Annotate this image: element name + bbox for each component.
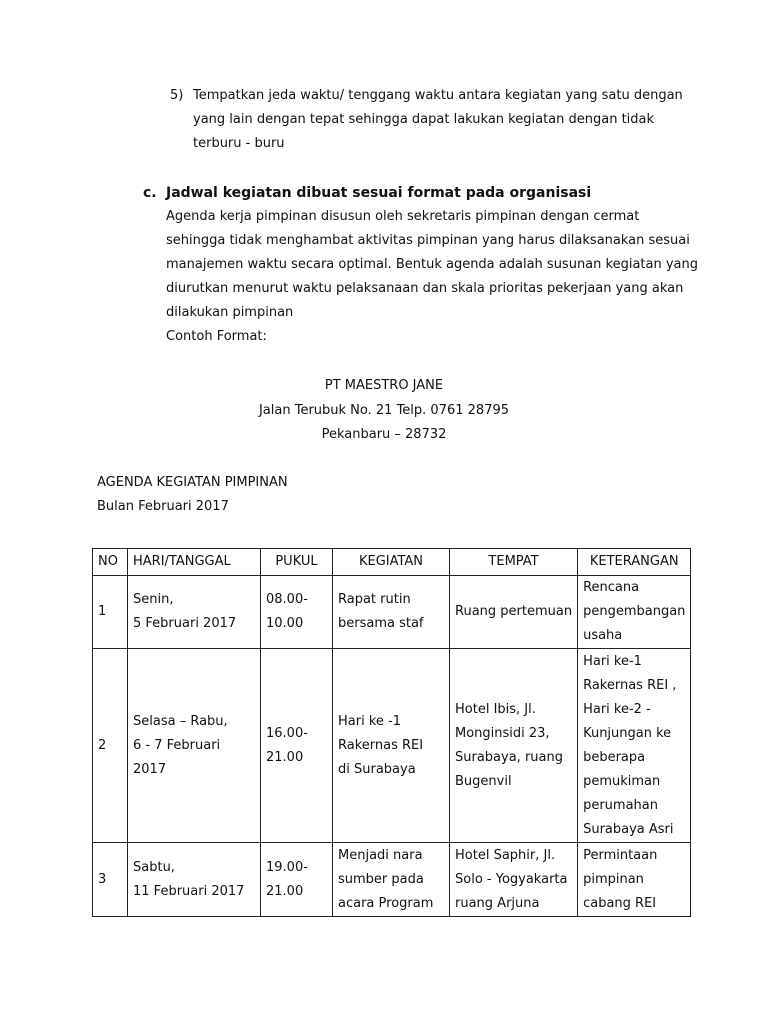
cell-text: 21.00	[266, 883, 304, 899]
text-line: Tempatkan jeda waktu/ tenggang waktu antara kegiatan yang satu dengan	[193, 88, 683, 103]
text-line: yang lain dengan tepat sehingga dapat lakukan kegiatan dengan tidak	[193, 112, 655, 127]
table-row	[93, 649, 691, 843]
cell-text: Sabtu,	[133, 859, 175, 875]
cell-text: Kunjungan ke	[583, 725, 672, 741]
header-hari-tanggal: HARI/TANGGAL	[128, 549, 261, 576]
cell-text: 21.00	[266, 749, 304, 765]
cell-tempat	[450, 649, 578, 843]
cell-hari	[128, 843, 261, 917]
list-item-5-text	[193, 84, 713, 156]
header-no: NO	[93, 549, 128, 576]
cell-text: Rakernas REI ,	[583, 677, 677, 693]
cell-text: perumahan	[583, 797, 658, 813]
table-row	[93, 843, 691, 917]
cell-text: 2017	[133, 761, 167, 777]
cell-keterangan	[578, 649, 691, 843]
cell-keterangan	[578, 576, 691, 649]
cell-kegiatan	[333, 843, 450, 917]
cell-pukul	[261, 843, 333, 917]
cell-text: Hotel Ibis, Jl.	[455, 701, 536, 717]
section-title: Jadwal kegiatan dibuat sesuai format pada organisasi	[166, 185, 592, 201]
cell-text: pemukiman	[583, 773, 661, 789]
cell-no: 2	[93, 649, 128, 843]
cell-text: Ruang pertemuan	[455, 604, 573, 619]
table-header-row	[93, 549, 691, 576]
text-line: terburu - buru	[193, 136, 285, 151]
cell-text: Hari ke-2 -	[583, 701, 651, 717]
company-city: Pekanbaru – 28732	[321, 427, 447, 442]
cell-hari	[128, 649, 261, 843]
text-line: sehingga tidak menghambat aktivitas pimpinan yang harus dilaksanakan sesuai	[166, 233, 690, 248]
agenda-month: Bulan Februari 2017	[97, 499, 229, 514]
cell-text: di Surabaya	[338, 761, 416, 777]
header-kegiatan: KEGIATAN	[333, 549, 450, 576]
text-line: Agenda kerja pimpinan disusun oleh sekretaris pimpinan dengan cermat	[166, 209, 640, 224]
cell-tempat	[450, 843, 578, 917]
cell-text: Senin,	[133, 592, 174, 607]
header-tempat: TEMPAT	[450, 549, 578, 576]
cell-text: Hari ke-1	[583, 653, 642, 669]
cell-text: cabang REI	[583, 895, 657, 911]
cell-pukul	[261, 576, 333, 649]
cell-text: Surabaya Asri	[583, 821, 674, 837]
cell-hari	[128, 576, 261, 649]
company-address: Jalan Terubuk No. 21 Telp. 0761 28795	[258, 403, 510, 418]
list-number: 5)	[170, 88, 184, 103]
cell-text: usaha	[583, 628, 623, 643]
cell-text: Bugenvil	[455, 773, 512, 789]
text-line: manajemen waktu secara optimal. Bentuk agenda adalah susunan kegiatan yang	[166, 257, 698, 272]
cell-text: Hotel Saphir, Jl.	[455, 847, 556, 863]
cell-kegiatan	[333, 649, 450, 843]
header-keterangan: KETERANGAN	[578, 549, 691, 576]
cell-pukul	[261, 649, 333, 843]
text-line: diurutkan menurut waktu pelaksanaan dan skala prioritas pekerjaan yang akan	[166, 281, 684, 296]
table-row	[93, 576, 691, 649]
cell-text: Hari ke -1	[338, 713, 401, 729]
cell-text: 08.00-	[266, 592, 308, 607]
agenda-table	[92, 548, 691, 917]
cell-text: pimpinan	[583, 871, 644, 887]
cell-text: beberapa	[583, 749, 646, 765]
cell-text: 10.00	[266, 616, 304, 631]
cell-text: 5 Februari 2017	[133, 616, 237, 631]
cell-text: Surabaya, ruang	[455, 749, 563, 765]
agenda-title: AGENDA KEGIATAN PIMPINAN	[97, 475, 288, 490]
cell-text: 6 - 7 Februari	[133, 737, 221, 753]
cell-kegiatan	[333, 576, 450, 649]
cell-text: pengembangan	[583, 604, 686, 619]
cell-text: 11 Februari 2017	[133, 883, 245, 899]
cell-text: Rapat rutin	[338, 592, 411, 607]
cell-text: Selasa – Rabu,	[133, 713, 228, 729]
cell-text: sumber pada	[338, 871, 424, 887]
section-letter: c.	[143, 185, 157, 201]
cell-text: Menjadi nara	[338, 847, 423, 863]
cell-tempat	[450, 576, 578, 649]
section-body	[166, 205, 706, 349]
cell-text: Rakernas REI	[338, 737, 424, 753]
cell-text: bersama staf	[338, 616, 424, 631]
cell-keterangan	[578, 843, 691, 917]
cell-text: Solo - Yogyakarta	[455, 871, 568, 887]
text-line: dilakukan pimpinan	[166, 305, 294, 320]
text-line: Contoh Format:	[166, 329, 267, 344]
header-pukul: PUKUL	[261, 549, 333, 576]
cell-text: 16.00-	[266, 725, 308, 741]
cell-text: acara Program	[338, 895, 434, 911]
cell-text: 19.00-	[266, 859, 308, 875]
company-name: PT MAESTRO JANE	[324, 378, 444, 393]
cell-no: 1	[93, 576, 128, 649]
cell-text: ruang Arjuna	[455, 895, 540, 911]
cell-text: Monginsidi 23,	[455, 725, 550, 741]
cell-no: 3	[93, 843, 128, 917]
cell-text: Permintaan	[583, 847, 658, 863]
cell-text: Rencana	[583, 580, 640, 595]
